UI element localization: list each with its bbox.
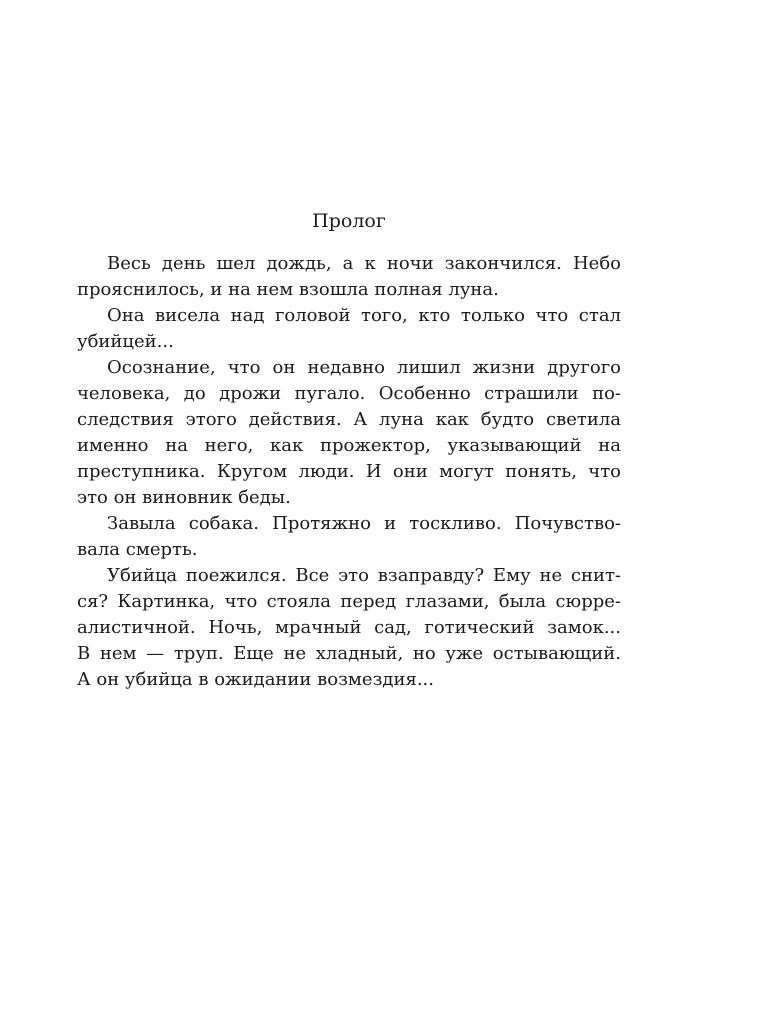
text-line: алистичной. Ночь, мрачный сад, готический замок... — [77, 617, 621, 638]
text-line: Она висела над головой того, кто только что стал — [107, 305, 621, 326]
text-line: преступника. Кругом люди. И они могут понять, что — [77, 461, 621, 482]
text-line: А он убийца в ожидании возмездия... — [77, 669, 434, 690]
text-line: следствия этого действия. А луна как будто светила — [77, 409, 621, 430]
text-line: ся? Картинка, что стояла перед глазами, была сюрре- — [77, 591, 621, 612]
text-line: убийцей... — [77, 331, 174, 352]
text-line: Завыла собака. Протяжно и тоскливо. Почувство- — [107, 513, 621, 534]
body-text — [77, 251, 621, 693]
text-line: Осознание, что он недавно лишил жизни другого — [107, 357, 621, 378]
text-line: Весь день шел дождь, а к ночи закончился. Небо — [107, 253, 621, 274]
text-line: В нем — труп. Еще не хладный, но уже остывающий. — [77, 643, 621, 664]
text-line: вала смерть. — [77, 539, 198, 560]
paragraph-1 — [77, 251, 621, 303]
book-page — [77, 207, 621, 693]
text-line: прояснилось, и на нем взошла полная луна. — [77, 279, 499, 300]
text-line: именно на него, как прожектор, указывающий на — [77, 435, 621, 456]
text-line: человека, до дрожи пугало. Особенно страшили по- — [77, 383, 621, 404]
paragraph-4 — [77, 511, 621, 563]
text-line: это он виновник беды. — [77, 487, 291, 508]
paragraph-3 — [77, 355, 621, 511]
chapter-title: Пролог — [312, 210, 386, 232]
text-line: Убийца поежился. Все это взаправду? Ему не снит- — [107, 565, 621, 586]
paragraph-2 — [77, 303, 621, 355]
paragraph-5 — [77, 563, 621, 693]
